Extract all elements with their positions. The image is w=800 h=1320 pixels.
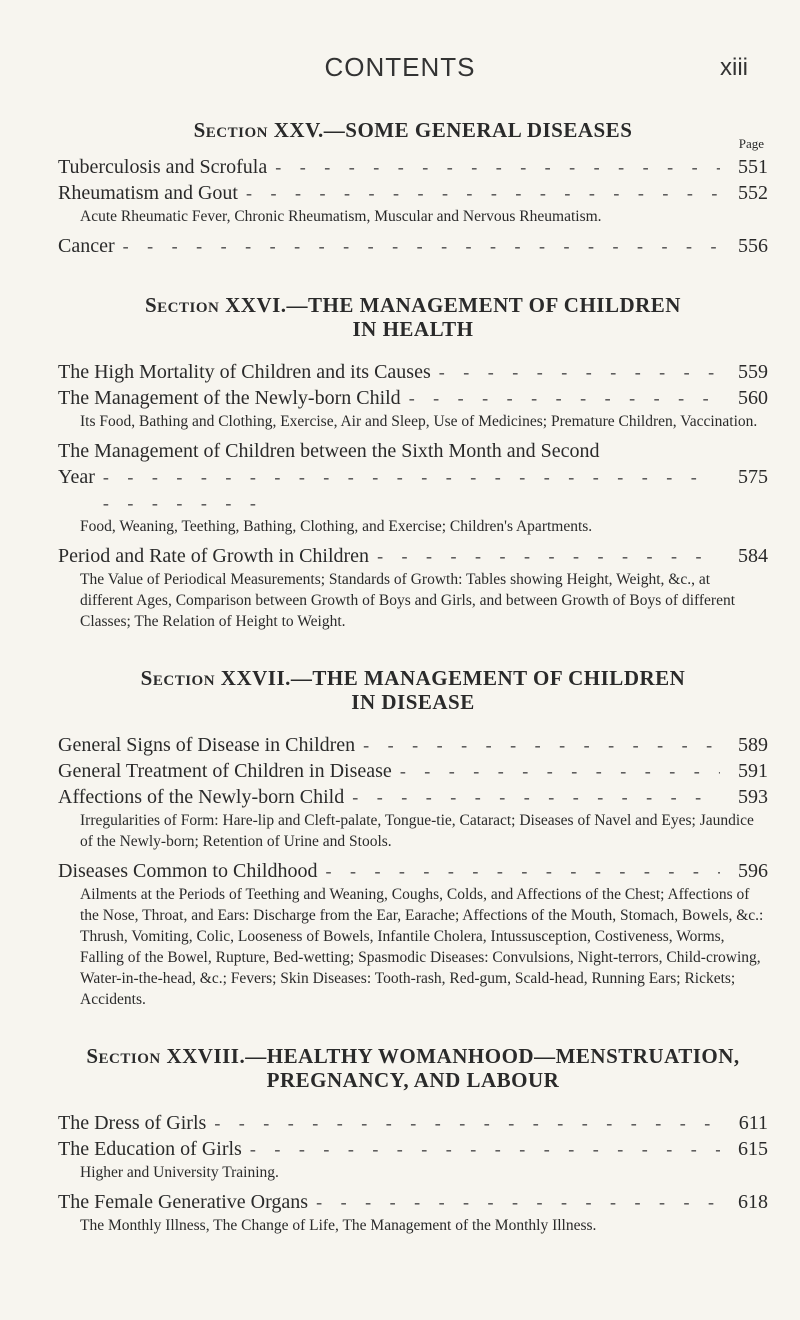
entry-page: 591 [738, 760, 768, 782]
toc-entry[interactable] [58, 732, 768, 758]
entry-page: 552 [738, 182, 768, 204]
page-title: CONTENTS [324, 52, 476, 82]
entry-title: Affections of the Newly-born Child [58, 786, 345, 808]
leader-dots [439, 359, 720, 385]
entry-page: 560 [738, 387, 768, 409]
entry-title: General Treatment of Children in Disease [58, 760, 392, 782]
entry-page: 611 [738, 1112, 768, 1134]
page-column-label: Page [738, 136, 764, 151]
section-heading: Section XXV.—SOME GENERAL DISEASES [193, 118, 633, 142]
toc-entry[interactable] [58, 543, 768, 569]
leader-dots [123, 233, 720, 259]
entry-title: The Female Generative Organs [58, 1191, 309, 1213]
toc-entry[interactable] [58, 233, 768, 259]
entry-title: Rheumatism and Gout [58, 182, 238, 204]
toc-entry[interactable] [58, 438, 768, 516]
entry-title: The Management of the Newly-born Child [58, 387, 401, 409]
entry-description: Acute Rheumatic Fever, Chronic Rheumatism, Muscular and Nervous Rheumatism. [80, 208, 602, 225]
entry-title: Period and Rate of Growth in Children [58, 545, 370, 567]
leader-dots [409, 385, 720, 411]
section-xxvii [58, 666, 768, 1010]
entry-title-continued: Year [58, 466, 95, 488]
entry-description: Higher and University Training. [80, 1164, 279, 1181]
leader-dots [214, 1110, 720, 1136]
toc-entry[interactable] [58, 1110, 768, 1136]
toc-entry[interactable] [58, 1189, 768, 1215]
entry-title: General Signs of Disease in Children [58, 734, 356, 756]
entry-title: The Education of Girls [58, 1138, 242, 1160]
entry-page: 575 [738, 466, 768, 488]
section-heading: Section XXVIII.—HEALTHY WOMANHOOD—MENSTRUATION, PREGNANCY, AND LABOUR [86, 1044, 740, 1092]
entry-description: Ailments at the Periods of Teething and Weaning, Coughs, Colds, and Affections of the Chest; Affections of the Nose, Throat, and Ears: Discharge from the Ear, Earache; Affections of the Mouth, Stomach, Bowels, &c.: Thrush, Vomiting, Colic, Looseness of Bowels, Infantile Cholera, Intussusception, Costiveness, Worms, Falling of the Bowel, Rupture, Bed-wetting; Spasmodic Diseases: Convulsions, Night-terrors, Child-crowing, Water-in-the-head, &c.; Fevers; Skin Diseases: Tooth-rash, Red-gum, Scald-head, Running Ears; Rickets; Accidents. [80, 886, 764, 1008]
contents-body [58, 118, 768, 1270]
toc-entry[interactable] [58, 758, 768, 784]
leader-dots [363, 732, 720, 758]
entry-title: Cancer [58, 235, 115, 257]
toc-entry[interactable] [58, 784, 768, 810]
entry-title: The High Mortality of Children and its Causes [58, 361, 431, 383]
entry-title: Tuberculosis and Scrofula [58, 156, 268, 178]
entry-page: 559 [738, 361, 768, 383]
section-heading: Section XXVI.—THE MANAGEMENT OF CHILDREN IN HEALTH [145, 293, 681, 341]
leader-dots [352, 784, 720, 810]
entry-title: The Management of Children between the Sixth Month and Second [58, 440, 600, 462]
toc-entry[interactable] [58, 180, 768, 206]
toc-entry[interactable] [58, 1136, 768, 1162]
entry-description: The Value of Periodical Measurements; Standards of Growth: Tables showing Height, Weight, &c., at different Ages, Comparison between Growth of Boys and Girls, and between Growth of Boys of different Classes; The Relation of Height to Weight. [80, 571, 736, 630]
running-head [0, 52, 800, 82]
leader-dots [325, 858, 720, 884]
entry-page: 556 [738, 235, 768, 257]
entry-page: 593 [738, 786, 768, 808]
leader-dots [246, 180, 720, 206]
entry-page: 615 [738, 1138, 768, 1160]
entry-page: 584 [738, 545, 768, 567]
entry-title: The Dress of Girls [58, 1112, 207, 1134]
entry-page: 618 [738, 1191, 768, 1213]
toc-entry[interactable] [58, 858, 768, 884]
leader-dots [400, 758, 720, 784]
leader-dots [250, 1136, 720, 1162]
leader-dots [316, 1189, 720, 1215]
section-xxv [58, 118, 768, 259]
entry-description: Irregularities of Form: Hare-lip and Cleft-palate, Tongue-tie, Cataract; Diseases of Navel and Eyes; Jaundice of the Newly-born; Retention of Urine and Stools. [80, 812, 754, 850]
toc-entry[interactable] [58, 154, 768, 180]
entry-page: 589 [738, 734, 768, 756]
leader-dots [275, 154, 720, 180]
entry-title: Diseases Common to Childhood [58, 860, 318, 882]
section-xxviii [58, 1044, 768, 1236]
entry-page: 551 [738, 156, 768, 178]
leader-dots [103, 464, 720, 516]
section-heading: Section XXVII.—THE MANAGEMENT OF CHILDREN IN DISEASE [140, 666, 686, 714]
leader-dots [377, 543, 720, 569]
entry-description: Its Food, Bathing and Clothing, Exercise, Air and Sleep, Use of Medicines; Premature Children, Vaccination. [80, 413, 758, 430]
entry-description: Food, Weaning, Teething, Bathing, Clothing, and Exercise; Children's Apartments. [80, 518, 593, 535]
page-number: xiii [720, 54, 748, 81]
toc-entry[interactable] [58, 385, 768, 411]
section-xxvi [58, 293, 768, 632]
toc-entry[interactable] [58, 359, 768, 385]
entry-description: The Monthly Illness, The Change of Life, The Management of the Monthly Illness. [80, 1217, 597, 1234]
entry-page: 596 [738, 860, 768, 882]
